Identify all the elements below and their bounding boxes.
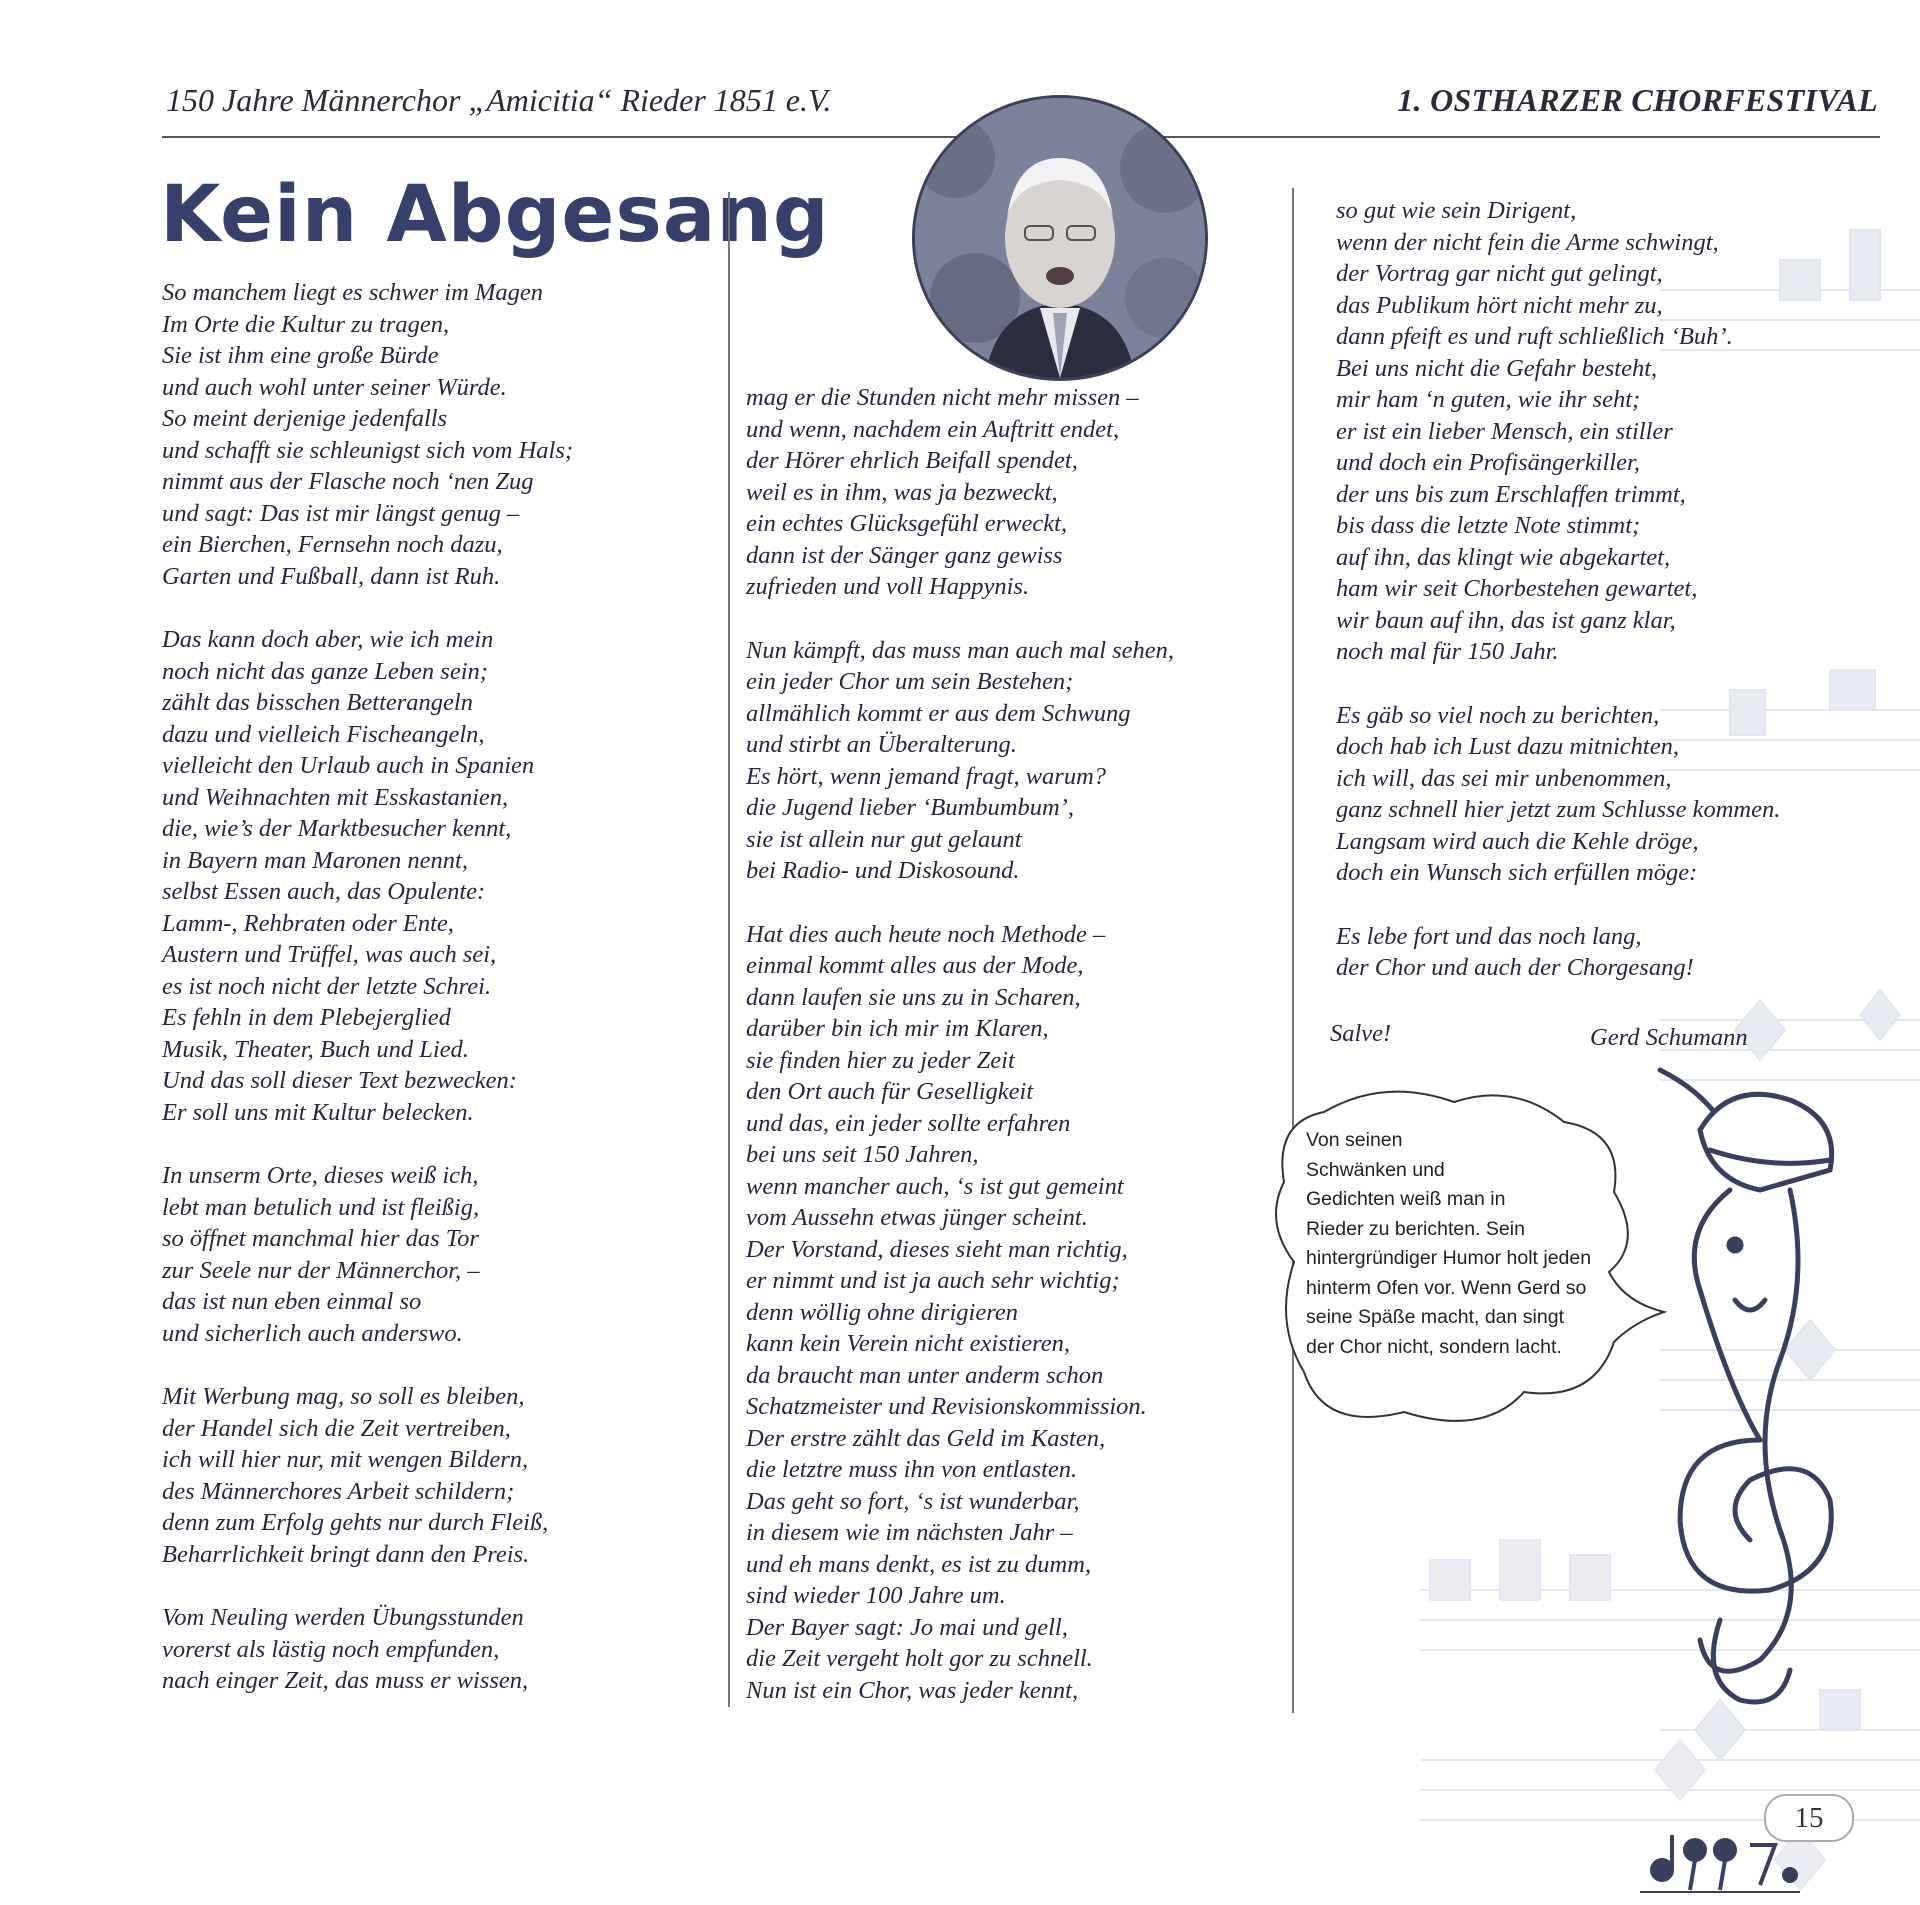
stanza <box>162 1602 573 1697</box>
bubble-line: Rieder zu berichten. Sein <box>1306 1217 1525 1240</box>
verse-line: die letztre muss ihn von entlasten. <box>746 1456 1078 1483</box>
verse-line: dann pfeift es und ruft schließlich ‘Buh’. <box>1336 323 1733 350</box>
stanza <box>162 624 573 1128</box>
header-festival-title: 1. OSTHARZER CHORFESTIVAL <box>1397 82 1878 118</box>
verse-line: Es fehln in dem Plebejerglied <box>162 1004 451 1031</box>
verse-line: Es lebe fort und das noch lang, <box>1336 922 1642 950</box>
verse-line: selbst Essen auch, das Opulente: <box>162 878 486 905</box>
verse-line: ein echtes Glücksgefühl erweckt, <box>746 510 1068 537</box>
stanza <box>162 1160 573 1349</box>
verse-line: bei Radio- und Diskosound. <box>746 857 1020 884</box>
verse-line: darüber bin ich mir im Klaren, <box>746 1015 1049 1042</box>
verse-line: Das geht so fort, ‘s ist wunderbar, <box>746 1487 1080 1515</box>
verse-line: des Männerchores Arbeit schildern; <box>162 1477 515 1505</box>
verse-line: zur Seele nur der Männerchor, – <box>162 1256 480 1284</box>
treble-clef-caricature-icon <box>1640 1060 1870 1720</box>
verse-line: wenn der nicht fein die Arme schwingt, <box>1336 228 1719 256</box>
verse-line: Der Bayer sagt: Jo mai und gell, <box>746 1613 1068 1641</box>
verse-line: der Hörer ehrlich Beifall spendet, <box>746 447 1078 474</box>
verse-line: lebt man betulich und ist fleißig, <box>162 1193 480 1221</box>
verse-line: sie finden hier zu jeder Zeit <box>746 1046 1015 1074</box>
verse-line: die, wie’s der Marktbesucher kennt, <box>162 815 512 842</box>
verse-line: und doch ein Profisängerkiller, <box>1336 449 1640 476</box>
poem-column-2 <box>746 382 1174 1738</box>
verse-line: Im Orte die Kultur zu tragen, <box>162 310 450 338</box>
verse-line: und sagt: Das ist mir längst genug – <box>162 499 520 527</box>
verse-line: mag er die Stunden nicht mehr missen – <box>746 384 1139 411</box>
verse-line: er ist ein lieber Mensch, ein stiller <box>1336 417 1673 445</box>
verse-line: auf ihn, das klingt wie abgekartet, <box>1336 543 1671 571</box>
stanza <box>1336 195 1780 668</box>
verse-line: kann kein Verein nicht existieren, <box>746 1330 1071 1357</box>
bubble-line: seine Späße macht, dan singt <box>1306 1306 1564 1328</box>
author-name: Gerd Schumann <box>1590 1024 1748 1051</box>
verse-line: noch mal für 150 Jahr. <box>1336 638 1559 665</box>
verse-line: einmal kommt alles aus der Mode, <box>746 952 1084 979</box>
verse-line: da braucht man unter anderm schon <box>746 1361 1104 1389</box>
verse-line: ich will hier nur, mit wengen Bildern, <box>162 1446 529 1473</box>
bubble-line: Gedichten weiß man in <box>1306 1188 1506 1210</box>
verse-line: sie ist allein nur gut gelaunt <box>746 825 1022 853</box>
verse-line: In unserm Orte, dieses weiß ich, <box>162 1162 479 1189</box>
verse-line: Garten und Fußball, dann ist Ruh. <box>162 562 501 590</box>
bubble-line: hintergründiger Humor holt jeden <box>1306 1247 1592 1269</box>
verse-line: denn wöllig ohne dirigieren <box>746 1298 1018 1326</box>
verse-line: Lamm-, Rehbraten oder Ente, <box>162 909 454 937</box>
column-divider-left <box>728 192 730 1707</box>
salve-text: Salve! <box>1330 1020 1392 1047</box>
verse-line: und das, ein jeder sollte erfahren <box>746 1109 1071 1137</box>
verse-line: noch nicht das ganze Leben sein; <box>162 657 488 685</box>
verse-line: und Weihnachten mit Esskastanien, <box>162 783 509 811</box>
verse-line: zählt das bisschen Betterangeln <box>162 689 473 716</box>
page-number: 15 <box>1764 1794 1854 1842</box>
verse-line: Langsam wird auch die Kehle dröge, <box>1336 827 1699 855</box>
verse-line: denn zum Erfolg gehts nur durch Fleiß, <box>162 1509 549 1536</box>
verse-line: Der Vorstand, dieses sieht man richtig, <box>746 1235 1128 1263</box>
verse-line: den Ort auch für Geselligkeit <box>746 1078 1034 1105</box>
poem-title: Kein Abgesang <box>160 170 830 260</box>
verse-line: und eh mans denkt, es ist zu dumm, <box>746 1550 1092 1578</box>
stanza <box>746 635 1174 887</box>
verse-line: und auch wohl unter seiner Würde. <box>162 373 507 401</box>
verse-line: so gut wie sein Dirigent, <box>1336 197 1577 224</box>
verse-line: so öffnet manchmal hier das Tor <box>162 1225 479 1252</box>
portrait-photo-image <box>915 98 1205 378</box>
verse-line: der Handel sich die Zeit vertreiben, <box>162 1414 511 1442</box>
verse-line: Vom Neuling werden Übungsstunden <box>162 1604 524 1631</box>
bubble-line: Schwänken und <box>1306 1158 1445 1181</box>
verse-line: die Jugend lieber ‘Bumbumbum’, <box>746 794 1074 821</box>
verse-line: und sicherlich auch anderswo. <box>162 1319 463 1347</box>
verse-line: Austern und Trüffel, was auch sei, <box>162 941 497 968</box>
verse-line: es ist noch nicht der letzte Schrei. <box>162 972 492 1000</box>
verse-line: ein jeder Chor um sein Bestehen; <box>746 668 1074 695</box>
verse-line: und schafft sie schleunigst sich vom Hals; <box>162 436 574 464</box>
verse-line: Musik, Theater, Buch und Lied. <box>162 1035 469 1063</box>
verse-line: Bei uns nicht die Gefahr besteht, <box>1336 354 1658 382</box>
verse-line: So meint derjenige jedenfalls <box>162 405 448 432</box>
verse-line: Es gäb so viel noch zu berichten, <box>1336 701 1660 729</box>
verse-line: und stirbt an Überalterung. <box>746 731 1017 758</box>
verse-line: sind wieder 100 Jahre um. <box>746 1582 1006 1609</box>
verse-line: Schatzmeister und Revisionskommission. <box>746 1393 1147 1420</box>
verse-line: der Chor und auch der Chorgesang! <box>1336 954 1694 981</box>
verse-line: So manchem liegt es schwer im Magen <box>162 279 544 306</box>
verse-line: Sie ist ihm eine große Bürde <box>162 342 439 369</box>
header-publication-title: 150 Jahre Männerchor „Amicitia“ Rieder 1851 e.V. <box>166 82 832 118</box>
verse-line: ein Bierchen, Fernsehn noch dazu, <box>162 531 503 558</box>
verse-line: Das kann doch aber, wie ich mein <box>162 626 494 653</box>
verse-line: vielleicht den Urlaub auch in Spanien <box>162 752 535 779</box>
verse-line: in Bayern man Maronen nennt, <box>162 846 468 874</box>
bubble-line: hinterm Ofen vor. Wenn Gerd so <box>1306 1276 1587 1299</box>
verse-line: bis dass die letzte Note stimmt; <box>1336 512 1641 539</box>
verse-line: vom Aussehn etwas jünger scheint. <box>746 1204 1088 1231</box>
verse-line: Mit Werbung mag, so soll es bleiben, <box>162 1383 525 1410</box>
verse-line: Und das soll dieser Text bezwecken: <box>162 1067 517 1094</box>
stanza <box>1336 700 1780 889</box>
poem-column-3 <box>1336 195 1780 1016</box>
verse-line: ganz schnell hier jetzt zum Schlusse kommen. <box>1336 796 1781 823</box>
verse-line: das ist nun eben einmal so <box>162 1288 422 1315</box>
verse-line: und wenn, nachdem ein Auftritt endet, <box>746 415 1120 443</box>
verse-line: bei uns seit 150 Jahren, <box>746 1141 979 1168</box>
verse-line: dazu und vielleich Fischeangeln, <box>162 720 485 748</box>
verse-line: in diesem wie im nächsten Jahr – <box>746 1519 1073 1546</box>
stanza <box>162 1381 573 1570</box>
verse-line: die Zeit vergeht holt gor zu schnell. <box>746 1645 1093 1672</box>
poem-column-1 <box>162 277 573 1729</box>
verse-line: wenn mancher auch, ‘s ist gut gemeint <box>746 1172 1124 1200</box>
verse-line: nach einger Zeit, das muss er wissen, <box>162 1667 529 1694</box>
speech-bubble-text <box>1306 1126 1626 1362</box>
stanza <box>746 382 1174 603</box>
music-notes-icon <box>1640 1830 1800 1900</box>
verse-line: vorerst als lästig noch empfunden, <box>162 1635 500 1663</box>
verse-line: doch ein Wunsch sich erfüllen möge: <box>1336 859 1698 886</box>
stanza <box>746 919 1174 1707</box>
verse-line: das Publikum hört nicht mehr zu, <box>1336 291 1663 319</box>
verse-line: allmählich kommt er aus dem Schwung <box>746 699 1131 727</box>
verse-line: Es hört, wenn jemand fragt, warum? <box>746 762 1107 790</box>
verse-line: Der erstre zählt das Geld im Kasten, <box>746 1424 1106 1452</box>
verse-line: Er soll uns mit Kultur belecken. <box>162 1098 474 1126</box>
column-divider-right <box>1292 188 1294 1713</box>
verse-line: der Vortrag gar nicht gut gelingt, <box>1336 260 1663 287</box>
stanza <box>162 277 573 592</box>
verse-line: dann ist der Sänger ganz gewiss <box>746 541 1063 569</box>
bubble-line: der Chor nicht, sondern lacht. <box>1306 1335 1562 1358</box>
verse-line: Nun ist ein Chor, was jeder kennt, <box>746 1676 1079 1704</box>
verse-line: wir baun auf ihn, das ist ganz klar, <box>1336 606 1676 634</box>
verse-line: Hat dies auch heute noch Methode – <box>746 920 1106 948</box>
verse-line: doch hab ich Lust dazu mitnichten, <box>1336 733 1679 760</box>
verse-line: Beharrlichkeit bringt dann den Preis. <box>162 1540 530 1568</box>
verse-line: weil es in ihm, was ja bezweckt, <box>746 478 1058 506</box>
verse-line: dann laufen sie uns zu in Scharen, <box>746 983 1081 1011</box>
verse-line: ich will, das sei mir unbenommen, <box>1336 764 1672 792</box>
bubble-line: Von seinen <box>1306 1129 1403 1151</box>
verse-line: ham wir seit Chorbestehen gewartet, <box>1336 575 1698 602</box>
verse-line: der uns bis zum Erschlaffen trimmt, <box>1336 480 1686 508</box>
verse-line: nimmt aus der Flasche noch ‘nen Zug <box>162 468 534 495</box>
verse-line: zufrieden und voll Happynis. <box>746 573 1030 600</box>
stanza <box>1336 921 1780 984</box>
verse-line: mir ham ‘n guten, wie ihr seht; <box>1336 386 1641 413</box>
portrait-photo <box>912 95 1208 381</box>
verse-line: er nimmt und ist ja auch sehr wichtig; <box>746 1267 1120 1294</box>
verse-line: Nun kämpft, das muss man auch mal sehen, <box>746 636 1175 664</box>
